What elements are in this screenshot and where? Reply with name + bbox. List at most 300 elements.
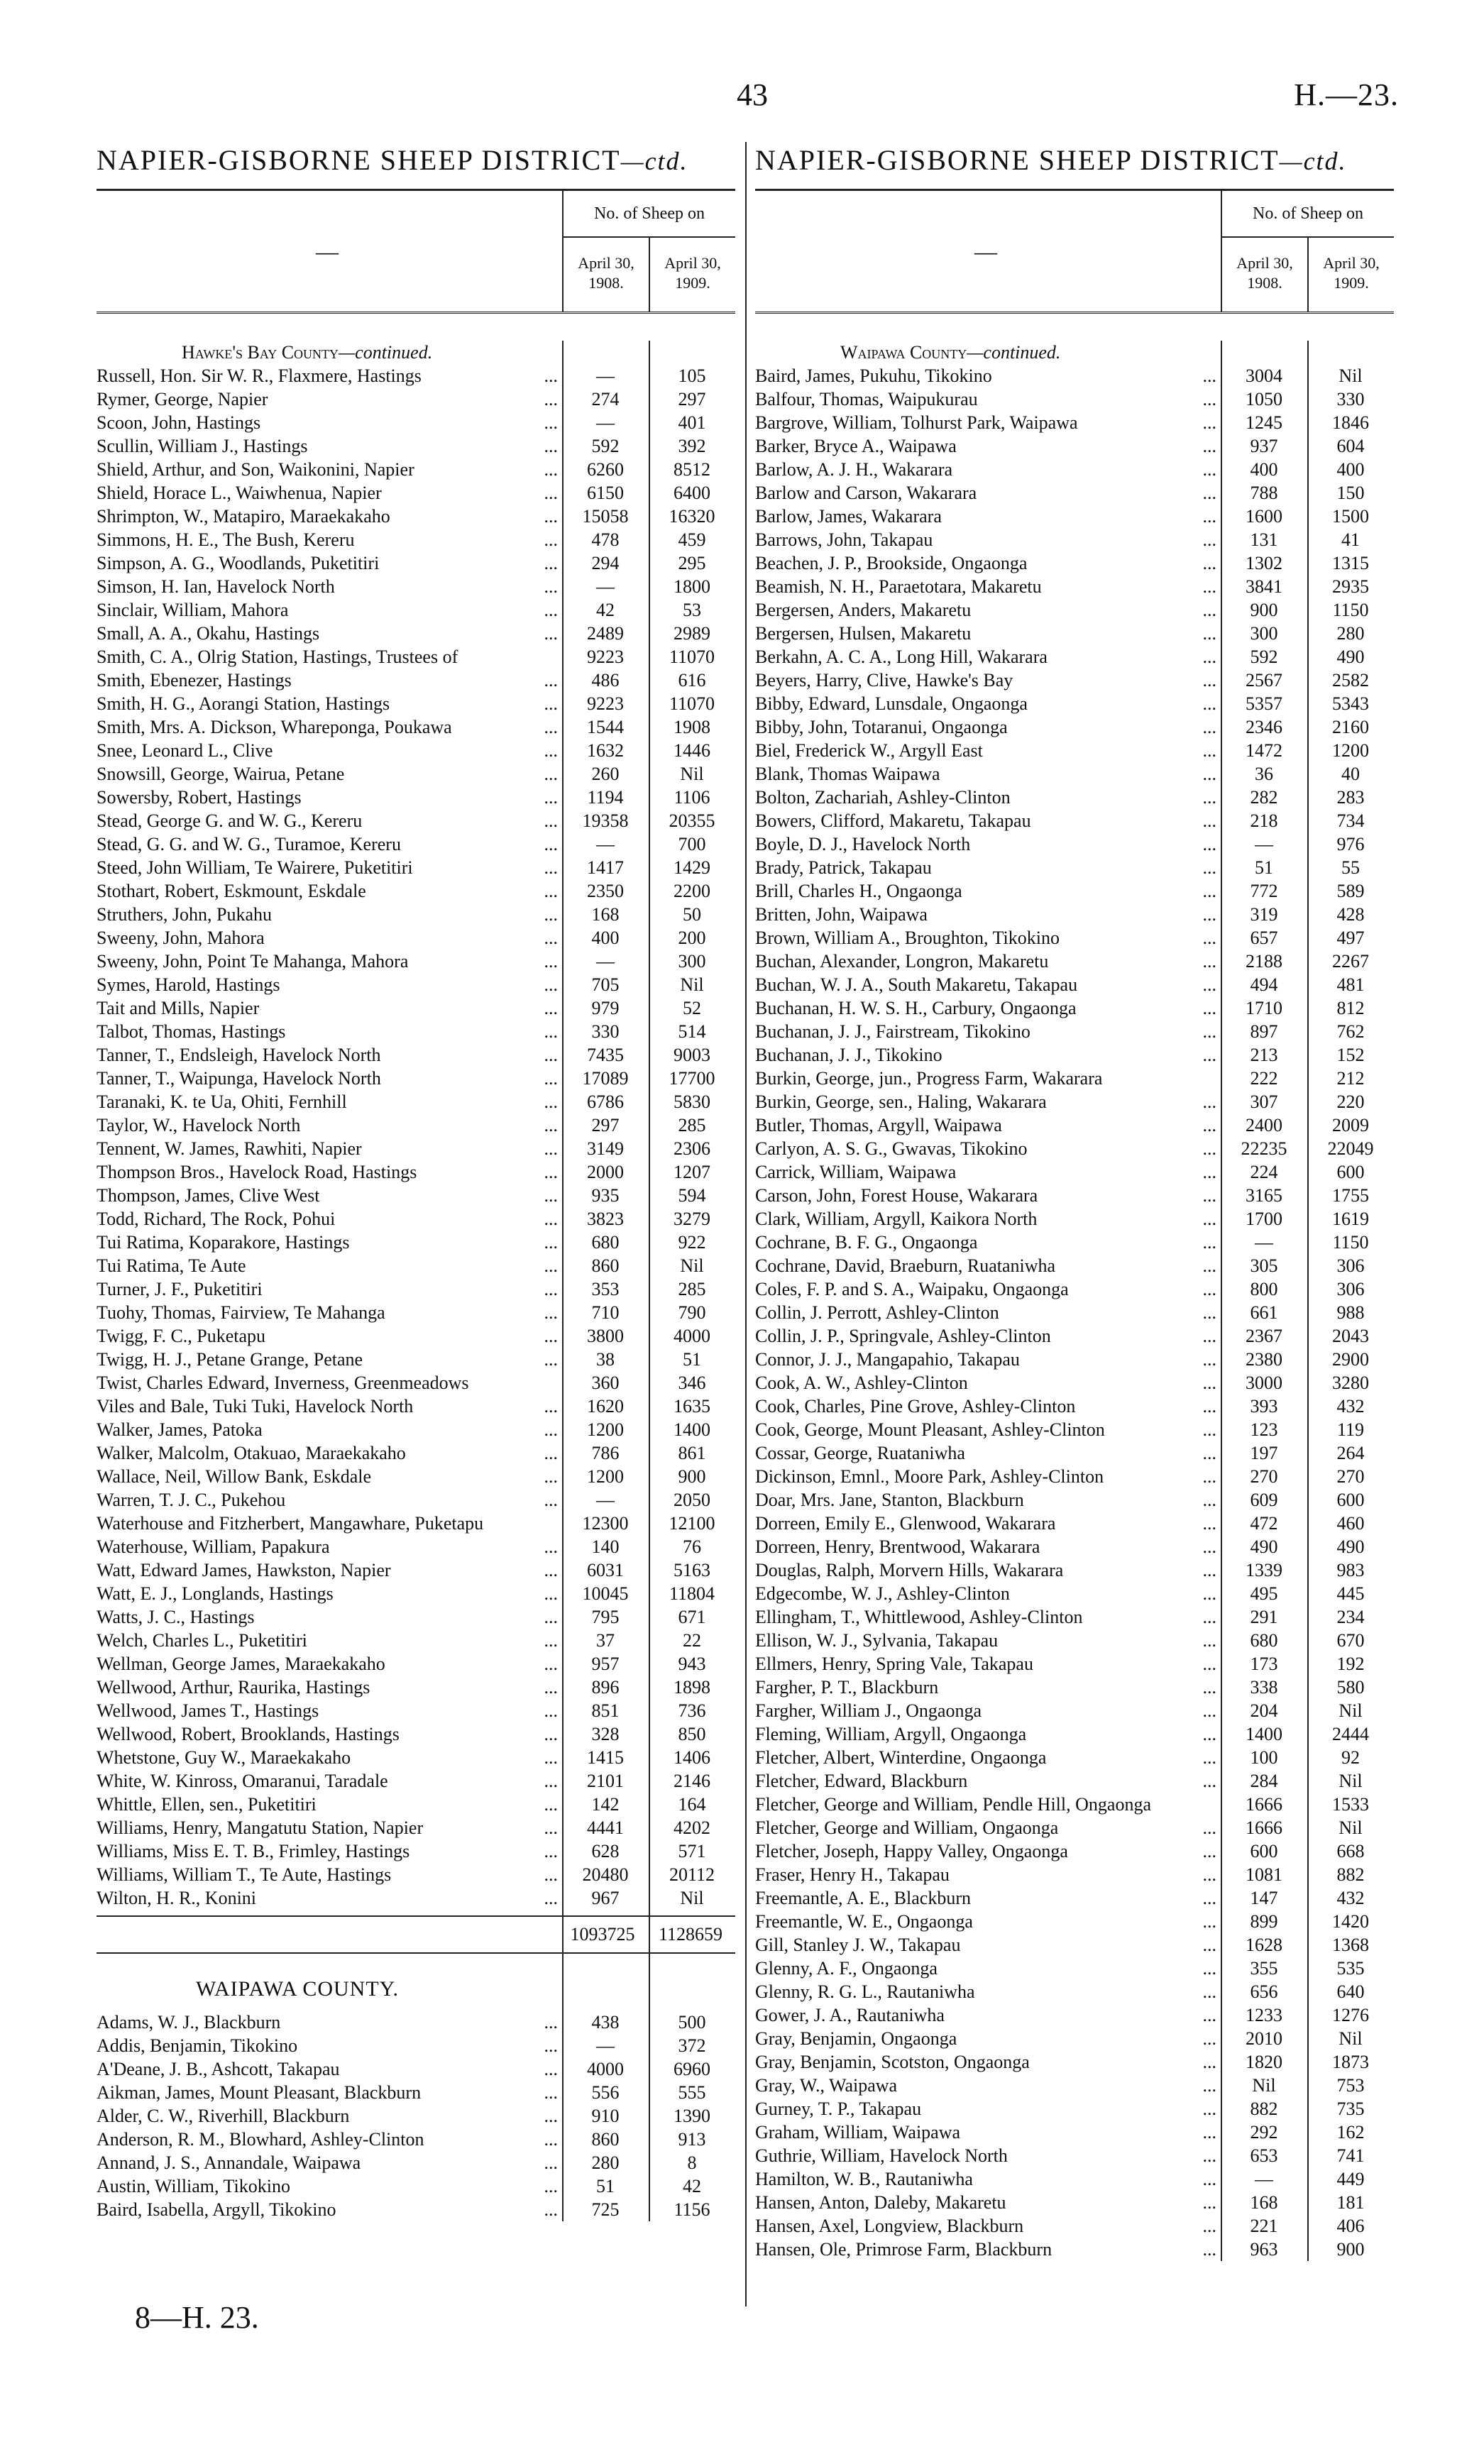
sheep-1908: 2400 <box>1246 1115 1282 1135</box>
sheep-1908: — <box>596 2035 615 2056</box>
sheep-1908: 1710 <box>1246 998 1282 1018</box>
header-year-1908: April 30, 1908. <box>1221 238 1307 312</box>
table-row <box>755 1020 1394 1043</box>
sheep-1909: 51 <box>683 1349 701 1370</box>
table-row <box>755 2121 1394 2144</box>
owner-name: Carrick, William, Waipawa ... <box>755 1160 1221 1184</box>
sheep-1908: 657 <box>1250 928 1278 948</box>
owner-name: Hansen, Axel, Longview, Blackburn ... <box>755 2214 1221 2238</box>
owner-name: Sowersby, Robert, Hastings ... <box>97 786 562 809</box>
sheep-1908: 2367 <box>1246 1326 1282 1346</box>
total-1909: 1128659 <box>658 1924 723 1945</box>
sheep-1909: 372 <box>678 2035 706 2056</box>
sheep-1909: 50 <box>683 904 701 925</box>
sheep-1908: 360 <box>591 1373 620 1393</box>
table-row <box>97 1629 735 1652</box>
owner-name: Barker, Bryce A., Waipawa ... <box>755 434 1221 458</box>
table-row <box>755 1910 1394 1933</box>
sheep-1908: 897 <box>1250 1021 1278 1042</box>
table-row <box>755 1933 1394 1957</box>
sheep-1909: 12100 <box>669 1513 715 1534</box>
owner-name: Thompson Bros., Havelock Road, Hastings ... <box>97 1160 562 1184</box>
table-row <box>755 856 1394 879</box>
section-heading-hawkes-bay: Hawke's Bay County—continued. <box>182 342 433 363</box>
sheep-1909: 913 <box>678 2129 706 2150</box>
section-heading-waipawa: WAIPAWA COUNTY. <box>196 1977 399 2001</box>
owner-name: Alder, C. W., Riverhill, Blackburn ... <box>97 2104 562 2128</box>
table-row <box>755 1465 1394 1488</box>
sheep-1909: 2267 <box>1332 951 1369 972</box>
sheep-1908: 400 <box>1250 459 1278 480</box>
sheep-1909: 1406 <box>674 1747 710 1768</box>
owner-name: Steed, John William, Te Wairere, Puketitiri ... <box>97 856 562 879</box>
table-row <box>97 2128 735 2151</box>
table-row <box>97 739 735 762</box>
sheep-1909: Nil <box>1339 2028 1363 2049</box>
sheep-1908: 291 <box>1250 1607 1278 1627</box>
table-row <box>755 1722 1394 1746</box>
sheep-1908: 1339 <box>1246 1560 1282 1580</box>
table-row <box>97 1113 735 1137</box>
sheep-1908: 786 <box>591 1443 620 1463</box>
owner-name: Warren, T. J. C., Pukehou ... <box>97 1488 562 1512</box>
owner-name: Shrimpton, W., Matapiro, Maraekakaho ... <box>97 505 562 528</box>
sheep-1909: 1755 <box>1332 1185 1369 1206</box>
sheep-1909: 600 <box>1336 1490 1365 1510</box>
owner-name: Waterhouse and Fitzherbert, Mangawhare, Puketapu <box>97 1513 484 1534</box>
owner-name: Burkin, George, jun., Progress Farm, Wakarara <box>755 1068 1103 1089</box>
owner-name: Fletcher, Albert, Winterdine, Ongaonga ... <box>755 1746 1221 1769</box>
table-row <box>755 1395 1394 1418</box>
table-row <box>755 645 1394 669</box>
owner-name: Baird, Isabella, Argyll, Tikokino ... <box>97 2198 562 2221</box>
sheep-1909: 514 <box>678 1021 706 1042</box>
sheep-1908: 284 <box>1250 1771 1278 1791</box>
table-row <box>755 1418 1394 1441</box>
sheep-1909: 8512 <box>674 459 710 480</box>
owner-name: Adams, W. J., Blackburn ... <box>97 2011 562 2034</box>
table-row <box>97 1746 735 1769</box>
table-row <box>97 1769 735 1793</box>
table-row <box>755 2003 1394 2027</box>
sheep-1908: 9223 <box>587 693 624 714</box>
sheep-1908: 486 <box>591 670 620 691</box>
owner-name: Beamish, N. H., Paraetotara, Makaretu ... <box>755 575 1221 598</box>
sheep-1908: 300 <box>1250 623 1278 644</box>
table-row <box>97 832 735 856</box>
left-district-title: NAPIER-GISBORNE SHEEP DISTRICT—ctd. <box>97 144 688 176</box>
sheep-1909: 668 <box>1336 1841 1365 1861</box>
sheep-1908: 556 <box>591 2082 620 2103</box>
sheep-1908: 710 <box>591 1302 620 1323</box>
sheep-1909: 1276 <box>1332 2005 1369 2025</box>
owner-name: Wellwood, Arthur, Raurika, Hastings ... <box>97 1676 562 1699</box>
sheep-1908: 38 <box>596 1349 615 1370</box>
sheep-1909: 4202 <box>674 1817 710 1838</box>
owner-name: Buchanan, J. J., Tikokino ... <box>755 1043 1221 1067</box>
table-row <box>755 458 1394 481</box>
owner-name: Bibby, John, Totaranui, Ongaonga ... <box>755 715 1221 739</box>
table-row <box>97 1231 735 1254</box>
sheep-1908: 3004 <box>1246 365 1282 386</box>
table-row <box>755 1488 1394 1512</box>
sheep-1908: 307 <box>1250 1091 1278 1112</box>
sheep-1908: 224 <box>1250 1162 1278 1182</box>
table-row <box>755 1231 1394 1254</box>
left-table-header <box>97 189 735 314</box>
table-row <box>755 1746 1394 1769</box>
table-row <box>97 1371 735 1395</box>
owner-name: Cochrane, B. F. G., Ongaonga ... <box>755 1231 1221 1254</box>
owner-name: Shield, Horace L., Waiwhenua, Napier ... <box>97 481 562 505</box>
sheep-1908: 967 <box>591 1888 620 1908</box>
sheep-1909: 589 <box>1336 881 1365 901</box>
sheep-1908: 7435 <box>587 1045 624 1065</box>
sheep-1908: 3823 <box>587 1209 624 1229</box>
owner-name: Barlow and Carson, Wakarara ... <box>755 481 1221 505</box>
sheep-1908: 1600 <box>1246 506 1282 527</box>
sheep-1909: 401 <box>678 412 706 433</box>
owner-name: Fraser, Henry H., Takapau ... <box>755 1863 1221 1886</box>
owner-name: Annand, J. S., Annandale, Waipawa ... <box>97 2151 562 2174</box>
sheep-1909: 4000 <box>674 1326 710 1346</box>
sheep-1909: 490 <box>1336 647 1365 667</box>
total-1908: 1093725 <box>570 1924 635 1945</box>
sheep-1908: 680 <box>591 1232 620 1253</box>
sheep-1909: 535 <box>1336 1958 1365 1979</box>
owner-name: Watts, J. C., Hastings ... <box>97 1605 562 1629</box>
owner-name: Twigg, H. J., Petane Grange, Petane ... <box>97 1348 562 1371</box>
sheep-1909: 3280 <box>1332 1373 1369 1393</box>
column-divider <box>745 142 747 2306</box>
owner-name: Tanner, T., Endsleigh, Havelock North ... <box>97 1043 562 1067</box>
owner-name: Fargher, William J., Ongaonga ... <box>755 1699 1221 1722</box>
sheep-1909: 459 <box>678 529 706 550</box>
header-group-label: No. of Sheep on <box>1221 191 1394 238</box>
sheep-1908: 297 <box>591 1115 620 1135</box>
table-row <box>755 903 1394 926</box>
owner-name: Brown, William A., Broughton, Tikokino ... <box>755 926 1221 950</box>
sheep-1909: 5163 <box>674 1560 710 1580</box>
sheep-1908: — <box>596 834 615 854</box>
owner-name: Stead, George G. and W. G., Kereru ... <box>97 809 562 832</box>
owner-name: Balfour, Thomas, Waipukurau ... <box>755 387 1221 411</box>
table-row <box>755 1535 1394 1558</box>
table-row <box>755 786 1394 809</box>
sheep-1908: 680 <box>1250 1630 1278 1651</box>
table-row <box>97 1676 735 1699</box>
sheep-1909: 41 <box>1341 529 1360 550</box>
table-row <box>97 1863 735 1886</box>
sheep-1909: 1429 <box>674 857 710 878</box>
table-row <box>755 715 1394 739</box>
left-column <box>97 142 735 2221</box>
table-row <box>97 2104 735 2128</box>
owner-name: Austin, William, Tikokino ... <box>97 2174 562 2198</box>
owner-name: Wellwood, Robert, Brooklands, Hastings ... <box>97 1722 562 1746</box>
sheep-1909: 922 <box>678 1232 706 1253</box>
sheep-1909: 449 <box>1336 2169 1365 2189</box>
sheep-1908: 957 <box>591 1654 620 1674</box>
sheep-1909: 53 <box>683 600 701 620</box>
sheep-1908: 168 <box>591 904 620 925</box>
sheep-1908: 3800 <box>587 1326 624 1346</box>
table-row <box>97 1793 735 1816</box>
owner-name: Stead, G. G. and W. G., Turamoe, Kereru ... <box>97 832 562 856</box>
sheep-1909: 16320 <box>669 506 715 527</box>
sheep-1909: Nil <box>1339 365 1363 386</box>
table-row <box>755 1348 1394 1371</box>
sheep-1909: 192 <box>1336 1654 1365 1674</box>
owner-name: Fletcher, Joseph, Happy Valley, Ongaonga ... <box>755 1839 1221 1863</box>
sheep-1909: 1635 <box>674 1396 710 1417</box>
sheep-1908: 899 <box>1250 1911 1278 1932</box>
table-row <box>97 2174 735 2198</box>
sheep-1908: 2567 <box>1246 670 1282 691</box>
sheep-1909: 280 <box>1336 623 1365 644</box>
sheep-1908: 937 <box>1250 436 1278 456</box>
sheep-1908: 653 <box>1250 2145 1278 2166</box>
sheep-1909: 234 <box>1336 1607 1365 1627</box>
table-row <box>97 434 735 458</box>
owner-name: Britten, John, Waipawa ... <box>755 903 1221 926</box>
sheep-1908: 800 <box>1250 1279 1278 1299</box>
sheep-1908: 725 <box>591 2199 620 2220</box>
sheep-1909: 735 <box>1336 2099 1365 2119</box>
sheep-1908: 270 <box>1250 1466 1278 1487</box>
table-row <box>755 2214 1394 2238</box>
sheep-1908: 3841 <box>1246 576 1282 597</box>
sheep-1909: 736 <box>678 1700 706 1721</box>
table-row <box>97 528 735 551</box>
owner-name: Beyers, Harry, Clive, Hawke's Bay ... <box>755 669 1221 692</box>
owner-name: Addis, Benjamin, Tikokino ... <box>97 2034 562 2057</box>
sheep-1908: 495 <box>1250 1583 1278 1604</box>
table-row <box>755 1699 1394 1722</box>
table-row <box>97 1441 735 1465</box>
table-row <box>755 1839 1394 1863</box>
header-year-1909: April 30, 1909. <box>1307 238 1394 312</box>
table-row <box>755 1558 1394 1582</box>
header-dash: — <box>316 238 339 264</box>
table-row <box>755 1652 1394 1676</box>
sheep-1908: 1233 <box>1246 2005 1282 2025</box>
table-row <box>755 1793 1394 1816</box>
owner-name: Walker, Malcolm, Otakuao, Maraekakaho ... <box>97 1441 562 1465</box>
sheep-1909: 500 <box>678 2012 706 2033</box>
sheep-1909: 1400 <box>674 1419 710 1440</box>
sheep-1909: 481 <box>1336 974 1365 995</box>
owner-name: Whetstone, Guy W., Maraekakaho ... <box>97 1746 562 1769</box>
table-row <box>755 973 1394 996</box>
table-row <box>97 1816 735 1839</box>
owner-name: Connor, J. J., Mangapahio, Takapau ... <box>755 1348 1221 1371</box>
owner-name: Symes, Harold, Hastings ... <box>97 973 562 996</box>
sheep-1909: 3279 <box>674 1209 710 1229</box>
sheep-1908: 788 <box>1250 483 1278 503</box>
owner-name: Gray, W., Waipawa ... <box>755 2074 1221 2097</box>
table-row <box>755 762 1394 786</box>
sheep-1909: 741 <box>1336 2145 1365 2166</box>
sheep-1908: 609 <box>1250 1490 1278 1510</box>
sheep-1909: 1150 <box>1332 600 1369 620</box>
owner-name: Barrows, John, Takapau ... <box>755 528 1221 551</box>
owner-name: Watt, Edward James, Hawkston, Napier ... <box>97 1558 562 1582</box>
owner-name: Fletcher, George and William, Ongaonga ... <box>755 1816 1221 1839</box>
sheep-1908: 338 <box>1250 1677 1278 1698</box>
sheep-1909: 882 <box>1336 1864 1365 1885</box>
sheep-1909: 428 <box>1336 904 1365 925</box>
header-year-1908: April 30, 1908. <box>562 238 649 312</box>
table-row <box>97 1512 735 1535</box>
table-row <box>755 1582 1394 1605</box>
owner-name: Dickinson, Emnl., Moore Park, Ashley-Clinton ... <box>755 1465 1221 1488</box>
table-row <box>97 458 735 481</box>
sheep-1908: 328 <box>591 1724 620 1744</box>
right-district-title: NAPIER-GISBORNE SHEEP DISTRICT—ctd. <box>755 144 1347 176</box>
sheep-1908: 280 <box>591 2152 620 2173</box>
table-row <box>755 879 1394 903</box>
owner-name: Aikman, James, Mount Pleasant, Blackburn ... <box>97 2081 562 2104</box>
owner-name: Buchan, Alexander, Longron, Makaretu ... <box>755 950 1221 973</box>
table-row <box>97 1465 735 1488</box>
sheep-1908: 882 <box>1250 2099 1278 2119</box>
sheep-1908: — <box>1255 2169 1273 2189</box>
sheep-1909: 2306 <box>674 1138 710 1159</box>
owner-name: Graham, William, Waipawa ... <box>755 2121 1221 2144</box>
sheep-1909: 346 <box>678 1373 706 1393</box>
table-row <box>755 669 1394 692</box>
table-row <box>755 598 1394 622</box>
table-row <box>97 1090 735 1113</box>
owner-name: Brill, Charles H., Ongaonga ... <box>755 879 1221 903</box>
sheep-1909: 812 <box>1336 998 1365 1018</box>
sheep-1908: 12300 <box>582 1513 629 1534</box>
table-row <box>755 1113 1394 1137</box>
table-row <box>97 1301 735 1324</box>
table-row <box>97 575 735 598</box>
page-number: 43 <box>737 77 768 112</box>
section-heading-waipawa-continued: Waipawa County—continued. <box>840 342 1061 363</box>
owner-name: Fleming, William, Argyll, Ongaonga ... <box>755 1722 1221 1746</box>
sheep-1908: 910 <box>591 2106 620 2126</box>
owner-name: Coles, F. P. and S. A., Waipaku, Ongaonga ... <box>755 1277 1221 1301</box>
sheep-1909: 1500 <box>1332 506 1369 527</box>
sheep-1908: 6260 <box>587 459 624 480</box>
table-row <box>97 1207 735 1231</box>
sheep-1908: 979 <box>591 998 620 1018</box>
table-row <box>97 1652 735 1676</box>
table-row <box>97 996 735 1020</box>
owner-name: A'Deane, J. B., Ashcott, Takapau ... <box>97 2057 562 2081</box>
table-row <box>755 411 1394 434</box>
owner-name: Cossar, George, Ruataniwha ... <box>755 1441 1221 1465</box>
table-row <box>755 1629 1394 1652</box>
table-row <box>755 1324 1394 1348</box>
sheep-1909: 5830 <box>674 1091 710 1112</box>
sheep-1909: 734 <box>1336 810 1365 831</box>
sheep-1908: 51 <box>596 2176 615 2196</box>
table-row <box>97 762 735 786</box>
sheep-1909: 861 <box>678 1443 706 1463</box>
sheep-1909: Nil <box>1339 1700 1363 1721</box>
table-row <box>97 364 735 387</box>
sheep-1909: 2160 <box>1332 717 1369 737</box>
table-row <box>97 598 735 622</box>
sheep-1908: 2010 <box>1246 2028 1282 2049</box>
sheep-1908: 168 <box>1250 2192 1278 2213</box>
right-column <box>755 142 1394 2261</box>
owner-name: Tui Ratima, Koparakore, Hastings ... <box>97 1231 562 1254</box>
right-table-body <box>755 341 1394 2261</box>
owner-name: Simson, H. Ian, Havelock North ... <box>97 575 562 598</box>
owner-name: Bolton, Zachariah, Ashley-Clinton ... <box>755 786 1221 809</box>
owner-name: Stothart, Robert, Eskmount, Eskdale ... <box>97 879 562 903</box>
sheep-1909: 162 <box>1336 2122 1365 2143</box>
sheep-1909: 2050 <box>674 1490 710 1510</box>
sheep-1908: 795 <box>591 1607 620 1627</box>
table-row <box>755 1137 1394 1160</box>
owner-name: Taylor, W., Havelock North ... <box>97 1113 562 1137</box>
owner-name: Collin, J. Perrott, Ashley-Clinton ... <box>755 1301 1221 1324</box>
table-row <box>97 1488 735 1512</box>
table-row <box>97 809 735 832</box>
sheep-1908: 860 <box>591 1255 620 1276</box>
table-row <box>97 1558 735 1582</box>
sheep-1909: 5343 <box>1332 693 1369 714</box>
sheep-1909: 1390 <box>674 2106 710 2126</box>
owner-name: Dorreen, Henry, Brentwood, Wakarara ... <box>755 1535 1221 1558</box>
sheep-1909: 1315 <box>1332 553 1369 573</box>
owner-name: Fletcher, George and William, Pendle Hill, Ongaonga <box>755 1794 1151 1815</box>
table-row <box>97 926 735 950</box>
owner-name: Sweeny, John, Point Te Mahanga, Mahora ... <box>97 950 562 973</box>
owner-name: Watt, E. J., Longlands, Hastings ... <box>97 1582 562 1605</box>
table-row <box>97 903 735 926</box>
sheep-1909: 490 <box>1336 1536 1365 1557</box>
sheep-1908: 1472 <box>1246 740 1282 761</box>
sheep-1908: 100 <box>1250 1747 1278 1768</box>
sheep-1909: 76 <box>683 1536 701 1557</box>
owner-name: Smith, C. A., Olrig Station, Hastings, Trustees of <box>97 647 458 667</box>
sheep-1908: 197 <box>1250 1443 1278 1463</box>
sheep-1909: 671 <box>678 1607 706 1627</box>
sheep-1908: 9223 <box>587 647 624 667</box>
table-row <box>755 505 1394 528</box>
sheep-1909: 392 <box>678 436 706 456</box>
owner-name: Fargher, P. T., Blackburn ... <box>755 1676 1221 1699</box>
table-row <box>755 364 1394 387</box>
sheep-1909: 42 <box>683 2176 701 2196</box>
table-row <box>755 1886 1394 1910</box>
sheep-1909: 40 <box>1341 764 1360 784</box>
table-row <box>755 575 1394 598</box>
sheep-1909: 200 <box>678 928 706 948</box>
owner-name: Hamilton, W. B., Rautaniwha ... <box>755 2167 1221 2191</box>
sheep-1908: 260 <box>591 764 620 784</box>
sheep-1908: 1666 <box>1246 1817 1282 1838</box>
sheep-1909: 2200 <box>674 881 710 901</box>
table-row <box>755 1957 1394 1980</box>
sheep-1909: 1873 <box>1332 2052 1369 2072</box>
sheep-1908: 10045 <box>582 1583 629 1604</box>
sheep-1909: 11804 <box>669 1583 715 1604</box>
owner-name: Barlow, A. J. H., Wakarara ... <box>755 458 1221 481</box>
sheep-1909: 22 <box>683 1630 701 1651</box>
sheep-1908: 2000 <box>587 1162 624 1182</box>
sheep-1909: 1533 <box>1332 1794 1369 1815</box>
table-row <box>755 1441 1394 1465</box>
